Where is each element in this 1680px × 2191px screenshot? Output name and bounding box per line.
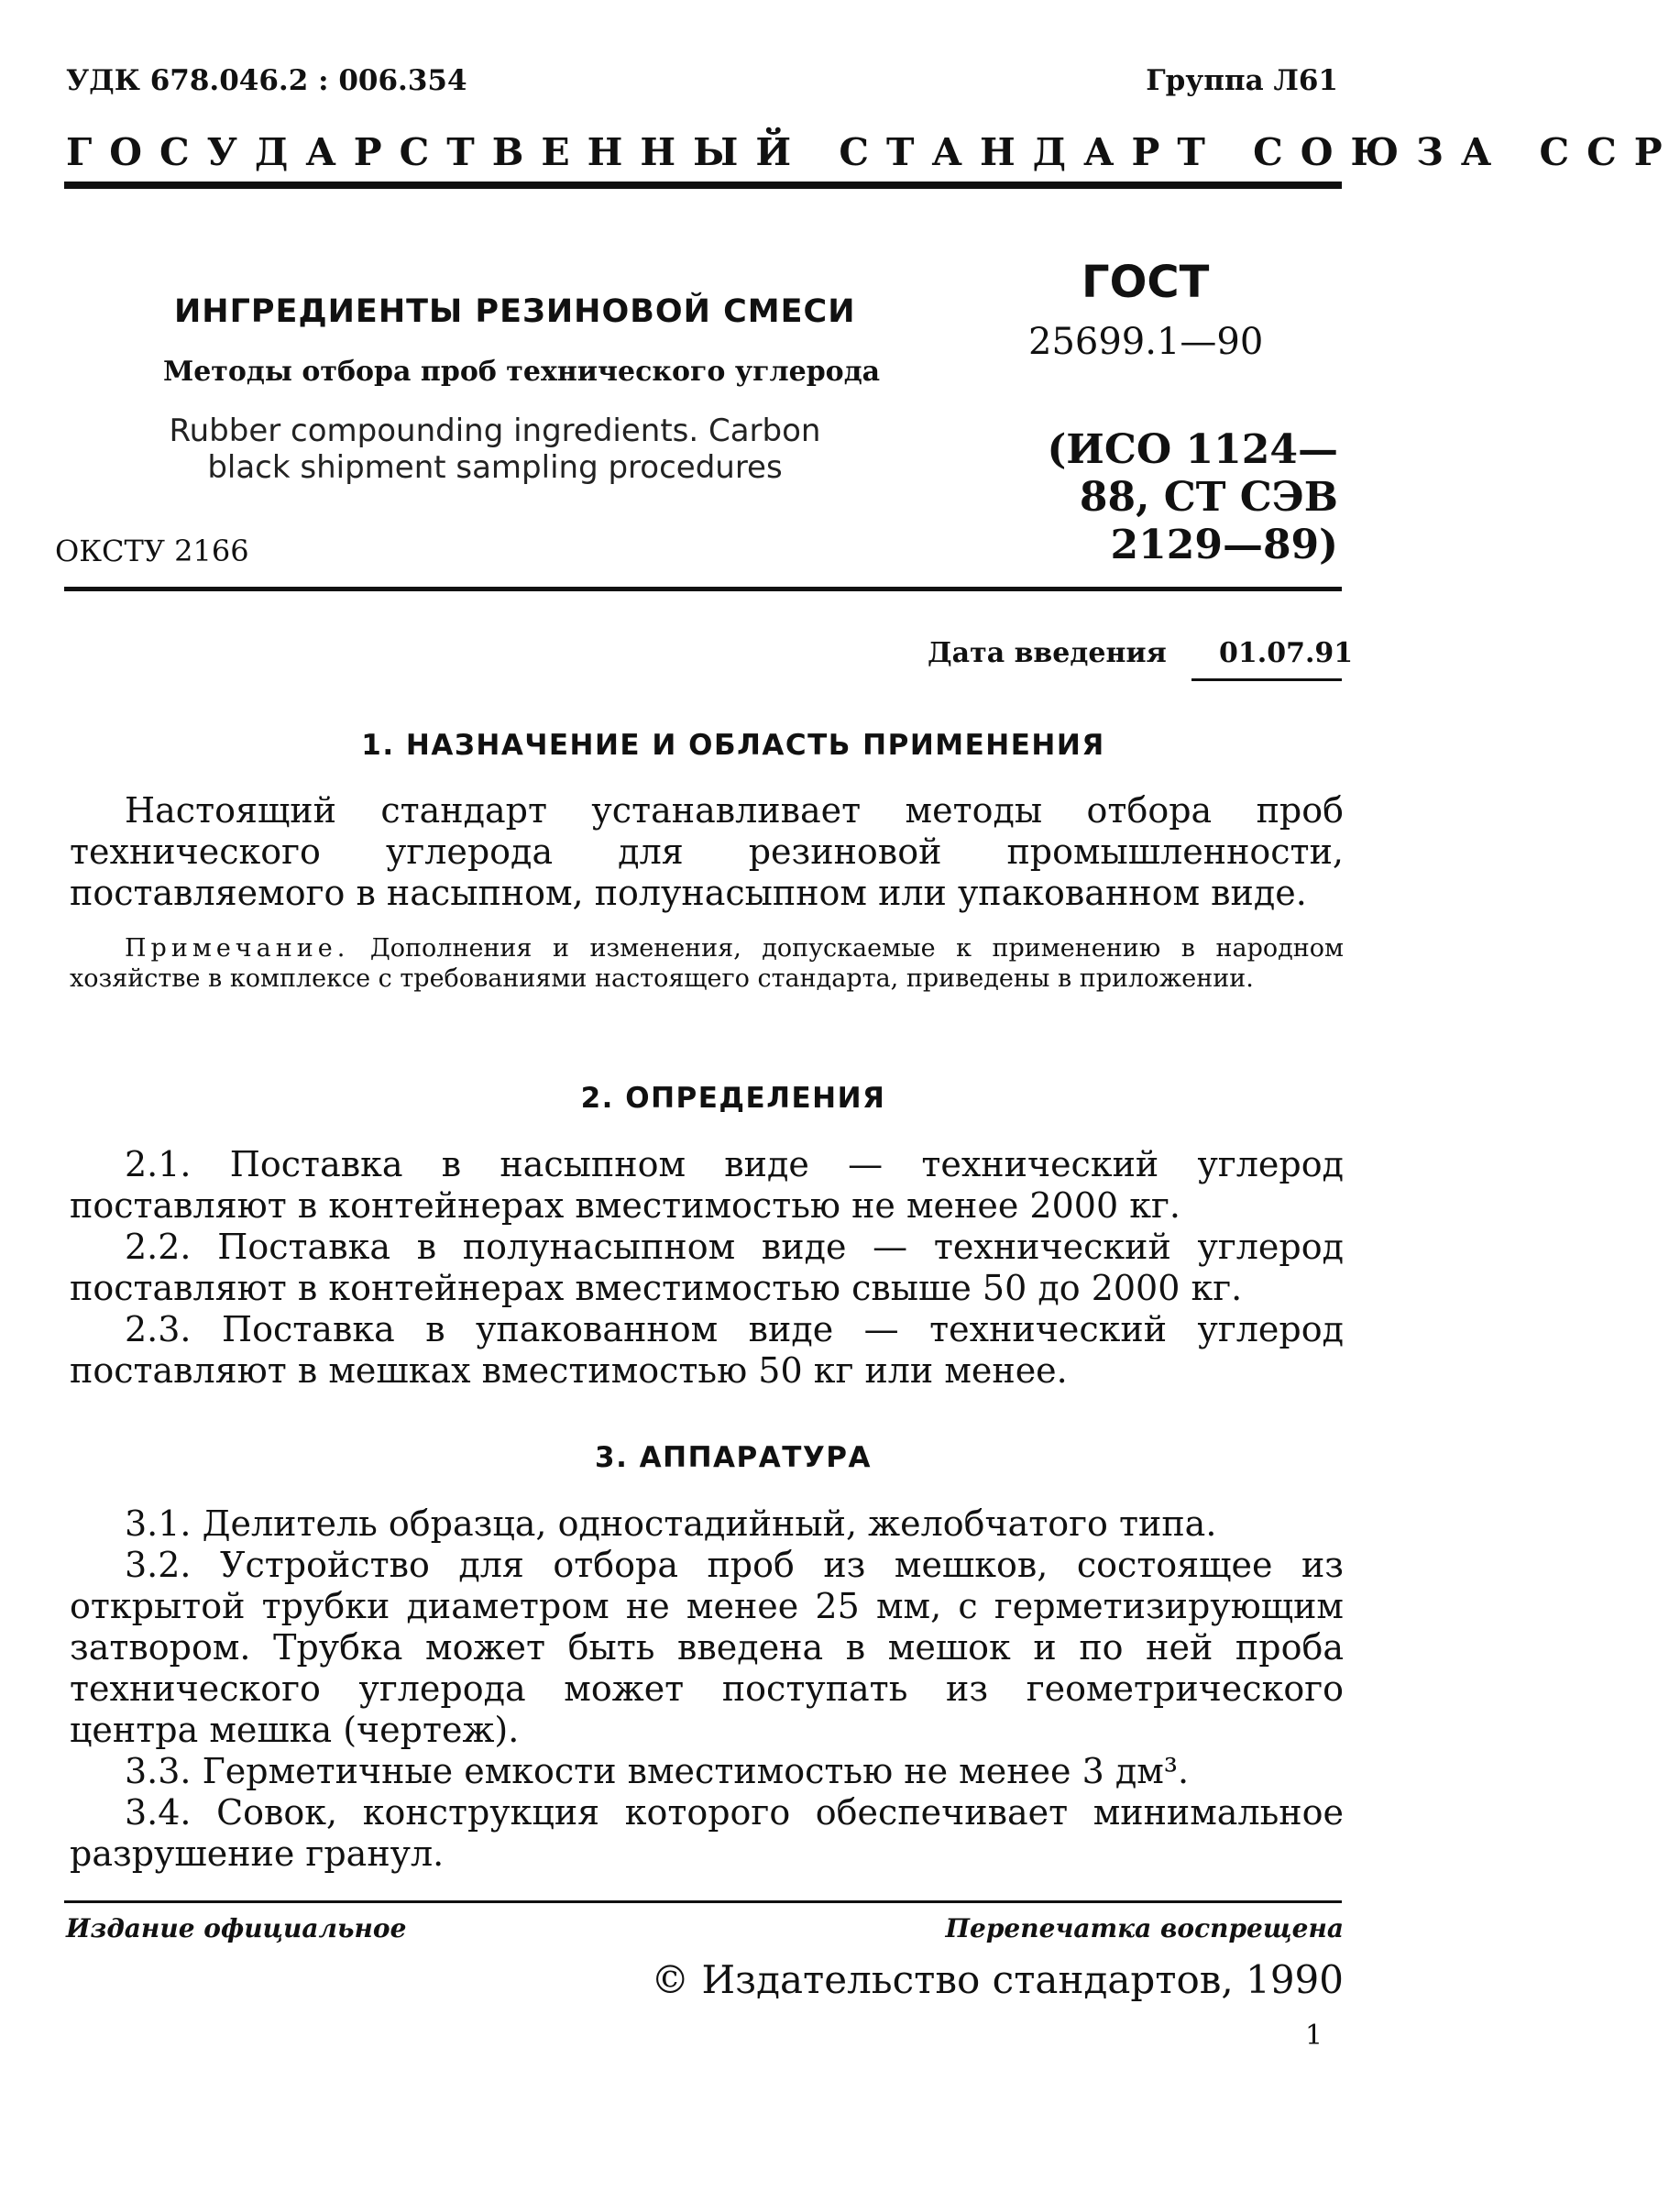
definition-item: 2.3. Поставка в упакованном виде — технический углерод поставляют в мешках вместимостью 50 кг или менее. [70, 1309, 1344, 1391]
apparatus-item: 3.2. Устройство для отбора проб из мешков, состоящее из открытой трубки диаметром не менее 25 мм, с герметизирующим затвором. Трубка может быть введена в мешок и по ней проба технического углерода может поступать из геометрического центра мешка (чертеж). [70, 1545, 1344, 1750]
gost-label: ГОСТ [1082, 257, 1210, 308]
note-text: Дополнения и изменения, допускаемые к применению в народном хозяйстве в комплексе с требованиями настоящего стандарта, приведены в приложении. [70, 934, 1344, 993]
group-code: Группа Л61 [1146, 64, 1338, 97]
definition-item: 2.2. Поставка в полунасыпном виде — технический углерод поставляют в контейнерах вместимостью свыше 50 до 2000 кг. [70, 1227, 1344, 1308]
header-rule [64, 182, 1342, 189]
copyright-line: © Издательство стандартов, 1990 [651, 1957, 1344, 2002]
section-1-text: Настоящий стандарт устанавливает методы отбора проб технического углерода для резиновой промышленности, поставляемого в насыпном, полунасыпном или упакованном виде. [70, 790, 1344, 913]
apparatus-item: 3.1. Делитель образца, одностадийный, желобчатого типа. [125, 1503, 1217, 1544]
date-underline [1191, 678, 1342, 681]
footer-rule [64, 1900, 1342, 1903]
iso-reference: (ИСО 1124—88, СТ СЭВ 2129—89) [1047, 426, 1338, 568]
apparatus-item: 3.4. Совок, конструкция которого обеспечивает минимальное разрушение гранул. [70, 1792, 1344, 1874]
apparatus-item: 3.3. Герметичные емкости вместимостью не менее 3 дм³. [125, 1751, 1190, 1791]
reprint-note: Перепечатка воспрещена [945, 1913, 1344, 1943]
english-title: Rubber compounding ingredients. Carbon black shipment sampling procedures [169, 413, 821, 486]
page-number: 1 [1305, 2020, 1323, 2052]
date-value: 01.07.91 [1219, 637, 1354, 669]
edition-note: Издание официальное [66, 1913, 407, 1943]
document-title: ИНГРЕДИЕНТЫ РЕЗИНОВОЙ СМЕСИ [174, 293, 856, 330]
document-subtitle: Методы отбора проб технического углерода [163, 356, 881, 388]
gost-number: 25699.1—90 [1028, 321, 1264, 363]
section-2-heading: 2. ОПРЕДЕЛЕНИЯ [580, 1082, 886, 1115]
state-standard-banner: ГОСУДАРСТВЕННЫЙ СТАНДАРТ СОЮЗА ССР [66, 130, 1680, 174]
section-3-heading: 3. АППАРАТУРА [595, 1441, 872, 1474]
section-1-heading: 1. НАЗНАЧЕНИЕ И ОБЛАСТЬ ПРИМЕНЕНИЯ [361, 729, 1105, 762]
okstu-code: ОКСТУ 2166 [55, 534, 249, 568]
title-rule [64, 587, 1342, 591]
definition-item: 2.1. Поставка в насыпном виде — технический углерод поставляют в контейнерах вместимостью не менее 2000 кг. [70, 1144, 1344, 1226]
section-1-note [70, 933, 1344, 994]
note-label: Примечание. [125, 934, 350, 963]
udk-code: УДК 678.046.2 : 006.354 [66, 64, 467, 97]
date-label: Дата введения [928, 637, 1167, 669]
